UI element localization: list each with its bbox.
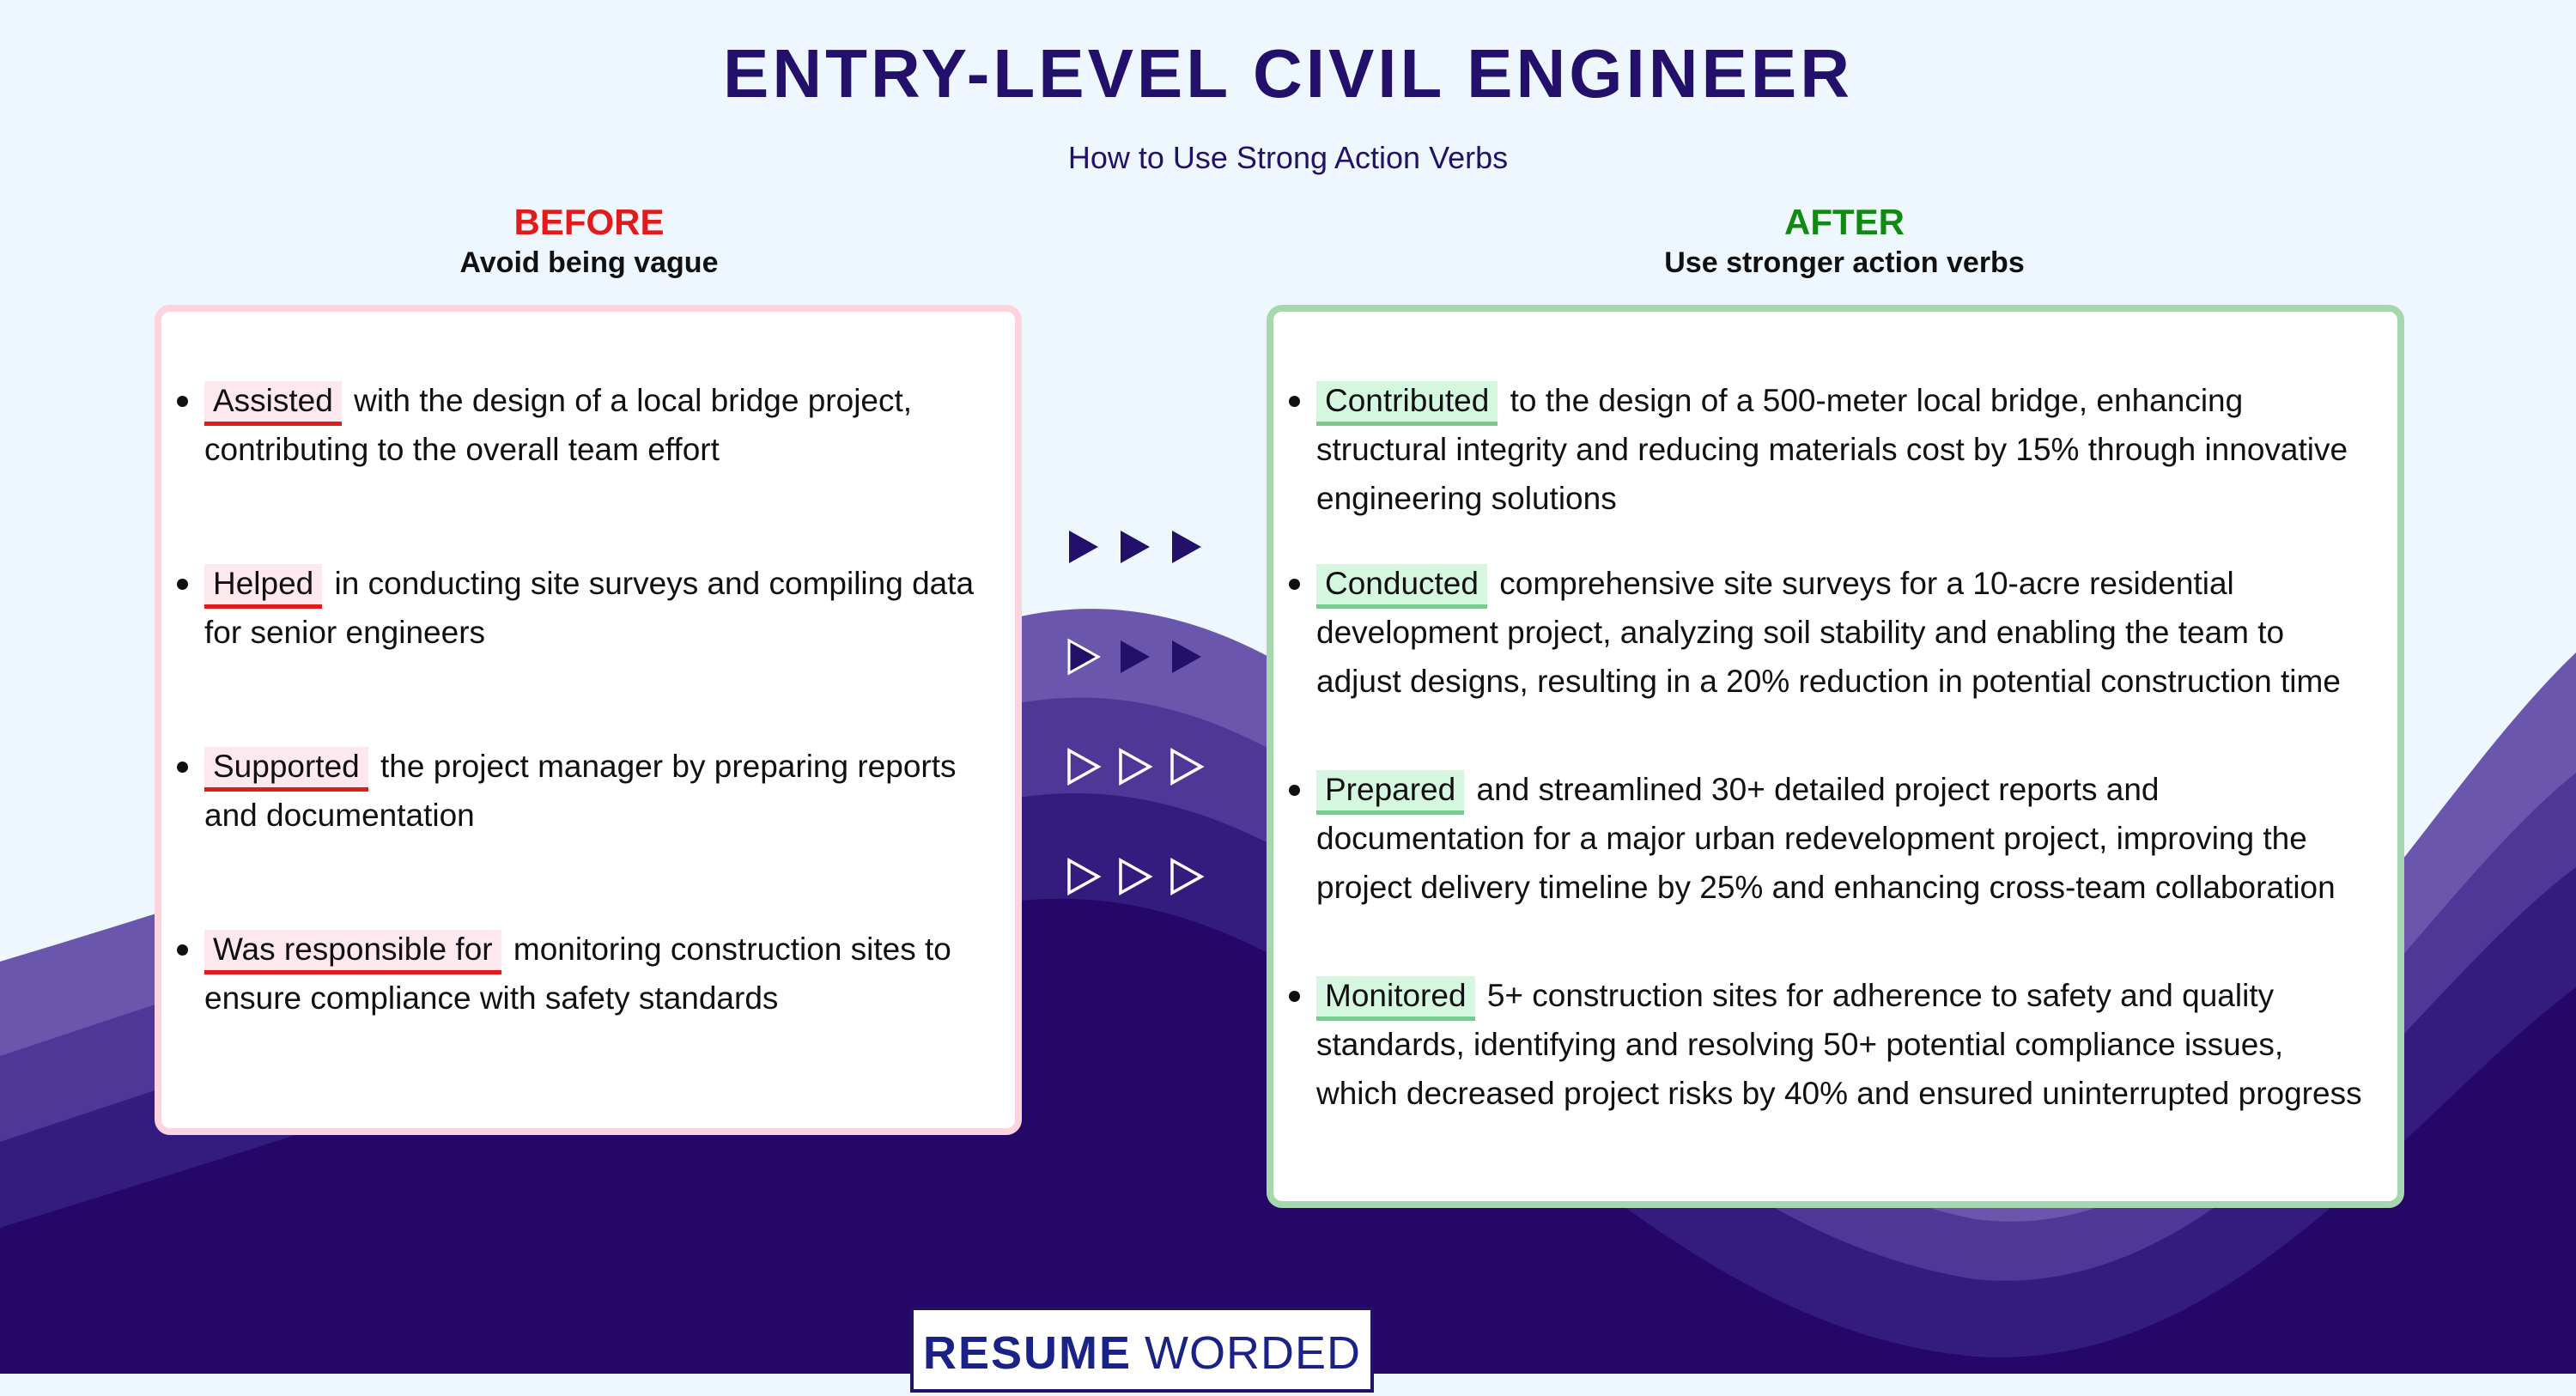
bullet-dot-icon <box>177 944 188 956</box>
arrow-group-outline <box>1060 745 1215 788</box>
bullet-dot-icon <box>1289 785 1300 796</box>
after-item <box>1316 971 2372 1118</box>
after-item <box>1316 559 2372 706</box>
play-arrow-outline-icon <box>1069 750 1098 783</box>
play-arrow-outline-icon <box>1121 750 1150 783</box>
before-header <box>160 202 1018 282</box>
after-item <box>1316 376 2372 523</box>
play-arrow-icon <box>1069 531 1098 563</box>
after-header <box>1415 202 2274 282</box>
strong-verb: Contributed <box>1316 381 1498 426</box>
after-item-text: to the design of a 500-meter local bridge, enhancing structural integrity and reducing materials cost by 15% through innovative engineering solutions <box>1316 383 2348 516</box>
arrow-group-solid <box>1060 525 1215 568</box>
play-arrow-icon <box>1121 531 1150 563</box>
before-item-text: with the design of a local bridge project, contributing to the overall team effort <box>204 383 913 467</box>
logo-bold-text: RESUME <box>922 1327 1133 1379</box>
page-title: ENTRY-LEVEL CIVIL ENGINEER <box>722 35 1854 112</box>
bullet-dot-icon <box>1289 579 1300 590</box>
page-subtitle: How to Use Strong Action Verbs <box>1067 140 1509 175</box>
before-item <box>204 925 994 1023</box>
after-label: AFTER <box>1784 202 1905 242</box>
play-arrow-icon <box>1121 640 1150 673</box>
strong-verb: Conducted <box>1316 564 1487 609</box>
after-item-text: 5+ construction sites for adherence to safety and quality standards, identifying and resolving 50+ potential compliance issues, which decreased project risks by 40% and ensured uninterrupted progress <box>1316 978 2362 1111</box>
after-item-text: and streamlined 30+ detailed project reports and documentation for a major urban redevelopment project, improving the project delivery timeline by 25% and enhancing cross-team collaboration <box>1316 772 2336 905</box>
after-item-text: comprehensive site surveys for a 10-acre residential development project, analyzing soil stability and enabling the team to adjust designs, resulting in a 20% reduction in potential construction time <box>1316 566 2341 699</box>
bullet-dot-icon <box>177 396 188 407</box>
strong-verb: Prepared <box>1316 770 1464 815</box>
before-sublabel: Avoid being vague <box>459 246 719 279</box>
bullet-dot-icon <box>1289 396 1300 407</box>
arrow-group-outline <box>1060 855 1215 898</box>
play-arrow-icon <box>1172 640 1201 673</box>
before-item-text: monitoring construction sites to ensure compliance with safety standards <box>204 932 951 1016</box>
after-sublabel: Use stronger action verbs <box>1664 246 2025 279</box>
arrow-group-mixed <box>1060 635 1215 678</box>
play-arrow-outline-icon <box>1069 860 1098 893</box>
weak-verb: Assisted <box>204 381 342 426</box>
before-item <box>204 376 994 474</box>
play-arrow-outline-icon <box>1069 640 1098 673</box>
bullet-dot-icon <box>1289 991 1300 1002</box>
before-item <box>204 559 994 657</box>
bullet-dot-icon <box>177 579 188 590</box>
after-card <box>1267 305 2404 1208</box>
play-arrow-outline-icon <box>1121 860 1150 893</box>
weak-verb: Supported <box>204 747 368 792</box>
play-arrow-outline-icon <box>1172 750 1201 783</box>
before-item <box>204 742 994 840</box>
before-item-text: the project manager by preparing reports and documentation <box>204 749 957 833</box>
weak-verb: Was responsible for <box>204 930 501 974</box>
after-item <box>1316 765 2372 912</box>
before-item-text: in conducting site surveys and compiling data for senior engineers <box>204 566 975 650</box>
resume-worded-logo <box>910 1307 1374 1393</box>
play-arrow-outline-icon <box>1172 860 1201 893</box>
logo-light-text: WORDED <box>1145 1327 1362 1379</box>
before-card <box>155 305 1022 1135</box>
play-arrow-icon <box>1172 531 1201 563</box>
weak-verb: Helped <box>204 564 322 609</box>
bullet-dot-icon <box>177 762 188 773</box>
before-label: BEFORE <box>513 202 665 242</box>
strong-verb: Monitored <box>1316 976 1475 1021</box>
